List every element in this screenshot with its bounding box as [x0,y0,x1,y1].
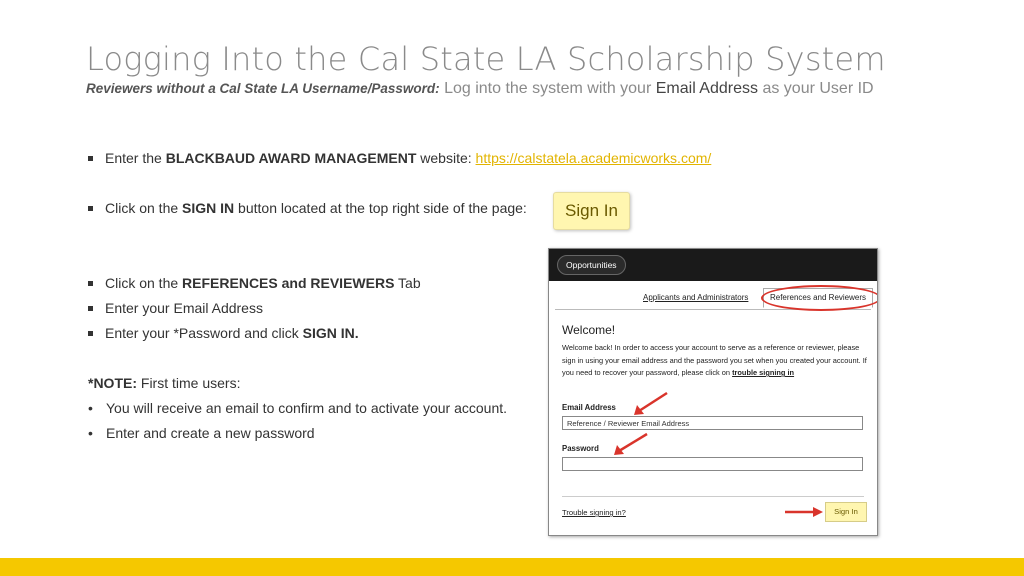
note-label: *NOTE: [88,375,137,391]
step-1-mid: website: [416,150,476,166]
note-text: First time users: [137,375,241,391]
note-item [88,400,507,416]
subtitle-post: as your User ID [758,80,874,97]
sign-in-button-example[interactable]: Sign In [553,192,630,230]
step-1-bold: BLACKBAUD AWARD MANAGEMENT [165,150,417,166]
welcome-heading: Welcome! [562,323,616,337]
tab-references-reviewers[interactable]: References and Reviewers [763,288,873,308]
note-item-text: Enter and create a new password [106,425,315,441]
password-label: Password [562,444,599,453]
opportunities-tab[interactable]: Opportunities [557,255,626,275]
login-screenshot-panel [548,248,878,536]
step-1 [88,150,711,166]
step-3-text: Click on the [105,275,183,291]
step-2 [88,200,527,216]
bullet-square-icon [88,281,93,286]
bullet-square-icon [88,156,93,161]
highlight-ellipse [761,285,878,311]
note-item [88,425,315,441]
step-2-text: Click on the [105,200,183,216]
step-4-text: Enter your Email Address [105,300,263,316]
step-5-bold: SIGN IN. [302,325,359,341]
panel-sign-in-button[interactable]: Sign In [825,502,867,522]
step-2-post: button located at the top right side of the page: [234,200,527,216]
panel-top-bar [549,249,877,281]
step-3-bold: REFERENCES and REVIEWERS [182,275,395,291]
step-4 [88,300,263,316]
bullet-dot-icon: • [88,400,93,416]
page-title: Logging Into the Cal State LA Scholarship System [86,40,886,78]
email-label: Email Address [562,403,616,412]
academicworks-link[interactable]: https://calstatela.academicworks.com/ [475,150,712,166]
step-5 [88,325,359,341]
login-tabs [555,281,871,310]
footer-accent-bar [0,558,1024,576]
bullet-square-icon [88,331,93,336]
intro-trouble-link[interactable]: trouble signing in [732,368,795,377]
step-3-post: Tab [394,275,421,291]
step-3 [88,275,421,291]
trouble-signing-in-link[interactable]: Trouble signing in? [562,508,626,517]
note-heading [88,375,240,391]
subtitle-lead: Reviewers without a Cal State LA Username/Password: [86,81,440,96]
arrow-sign-in-icon [783,505,825,519]
divider [562,496,864,497]
step-2-bold: SIGN IN [182,200,235,216]
step-5-text: Enter your *Password and click [105,325,303,341]
bullet-square-icon [88,206,93,211]
subtitle-emphasis: Email Address [655,80,758,97]
step-1-text: Enter the [105,150,166,166]
subtitle-pre: Log into the system with your [439,80,656,97]
note-item-text: You will receive an email to confirm and to activate your account. [106,400,508,416]
tab-applicants-administrators[interactable]: Applicants and Administrators [643,293,749,302]
arrow-password-icon [611,431,651,459]
arrow-email-icon [631,389,671,419]
password-field[interactable] [562,457,863,471]
bullet-square-icon [88,306,93,311]
email-field[interactable]: Reference / Reviewer Email Address [562,416,863,430]
bullet-dot-icon: • [88,425,93,441]
intro-text: Welcome back! In order to access your account to serve as a reference or reviewer, please sign in using your email address and the password you set when you created your account. If you need to recover your password, please click on [562,343,867,377]
page-subtitle [86,80,874,98]
welcome-intro [562,342,867,380]
